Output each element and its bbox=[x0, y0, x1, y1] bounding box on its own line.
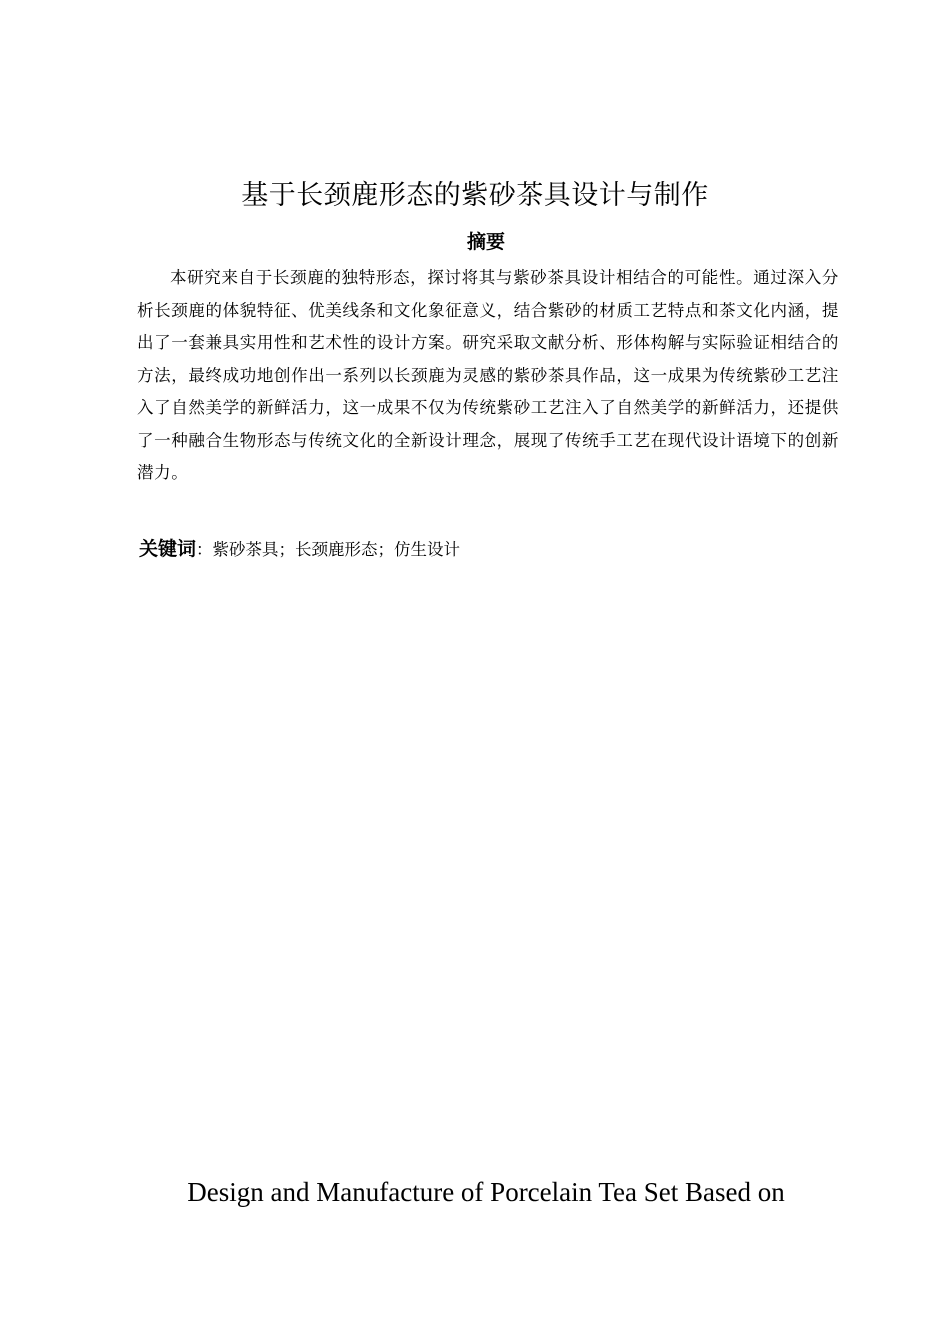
document-title: 基于长颈鹿形态的紫砂茶具设计与制作 bbox=[241, 180, 709, 211]
abstract-heading: 摘要 bbox=[466, 231, 505, 253]
keywords-separator: ： bbox=[196, 540, 213, 559]
keywords-text: 紫砂茶具；长颈鹿形态；仿生设计 bbox=[212, 540, 461, 559]
keywords-line bbox=[139, 534, 460, 565]
english-title: Design and Manufacture of Porcelain Tea Set Based on bbox=[187, 1177, 785, 1207]
keywords-label: 关键词 bbox=[139, 538, 197, 560]
abstract-paragraph: 本研究来自于长颈鹿的独特形态，探讨将其与紫砂茶具设计相结合的可能性。通过深入分析长颈鹿的体貌特征、优美线条和文化象征意义，结合紫砂的材质工艺特点和茶文化内涵，提出了一套兼具实用性和艺术性的设计方案。研究采取文献分析、形体构解与实际验证相结合的方法，最终成功地创作出一系列以长颈鹿为灵感的紫砂茶具作品，这一成果为传统紫砂工艺注入了自然美学的新鲜活力，这一成果不仅为传统紫砂工艺注入了自然美学的新鲜活力，还提供了一种融合生物形态与传统文化的全新设计理念，展现了传统手工艺在现代设计语境下的创新潜力。 bbox=[137, 268, 839, 482]
